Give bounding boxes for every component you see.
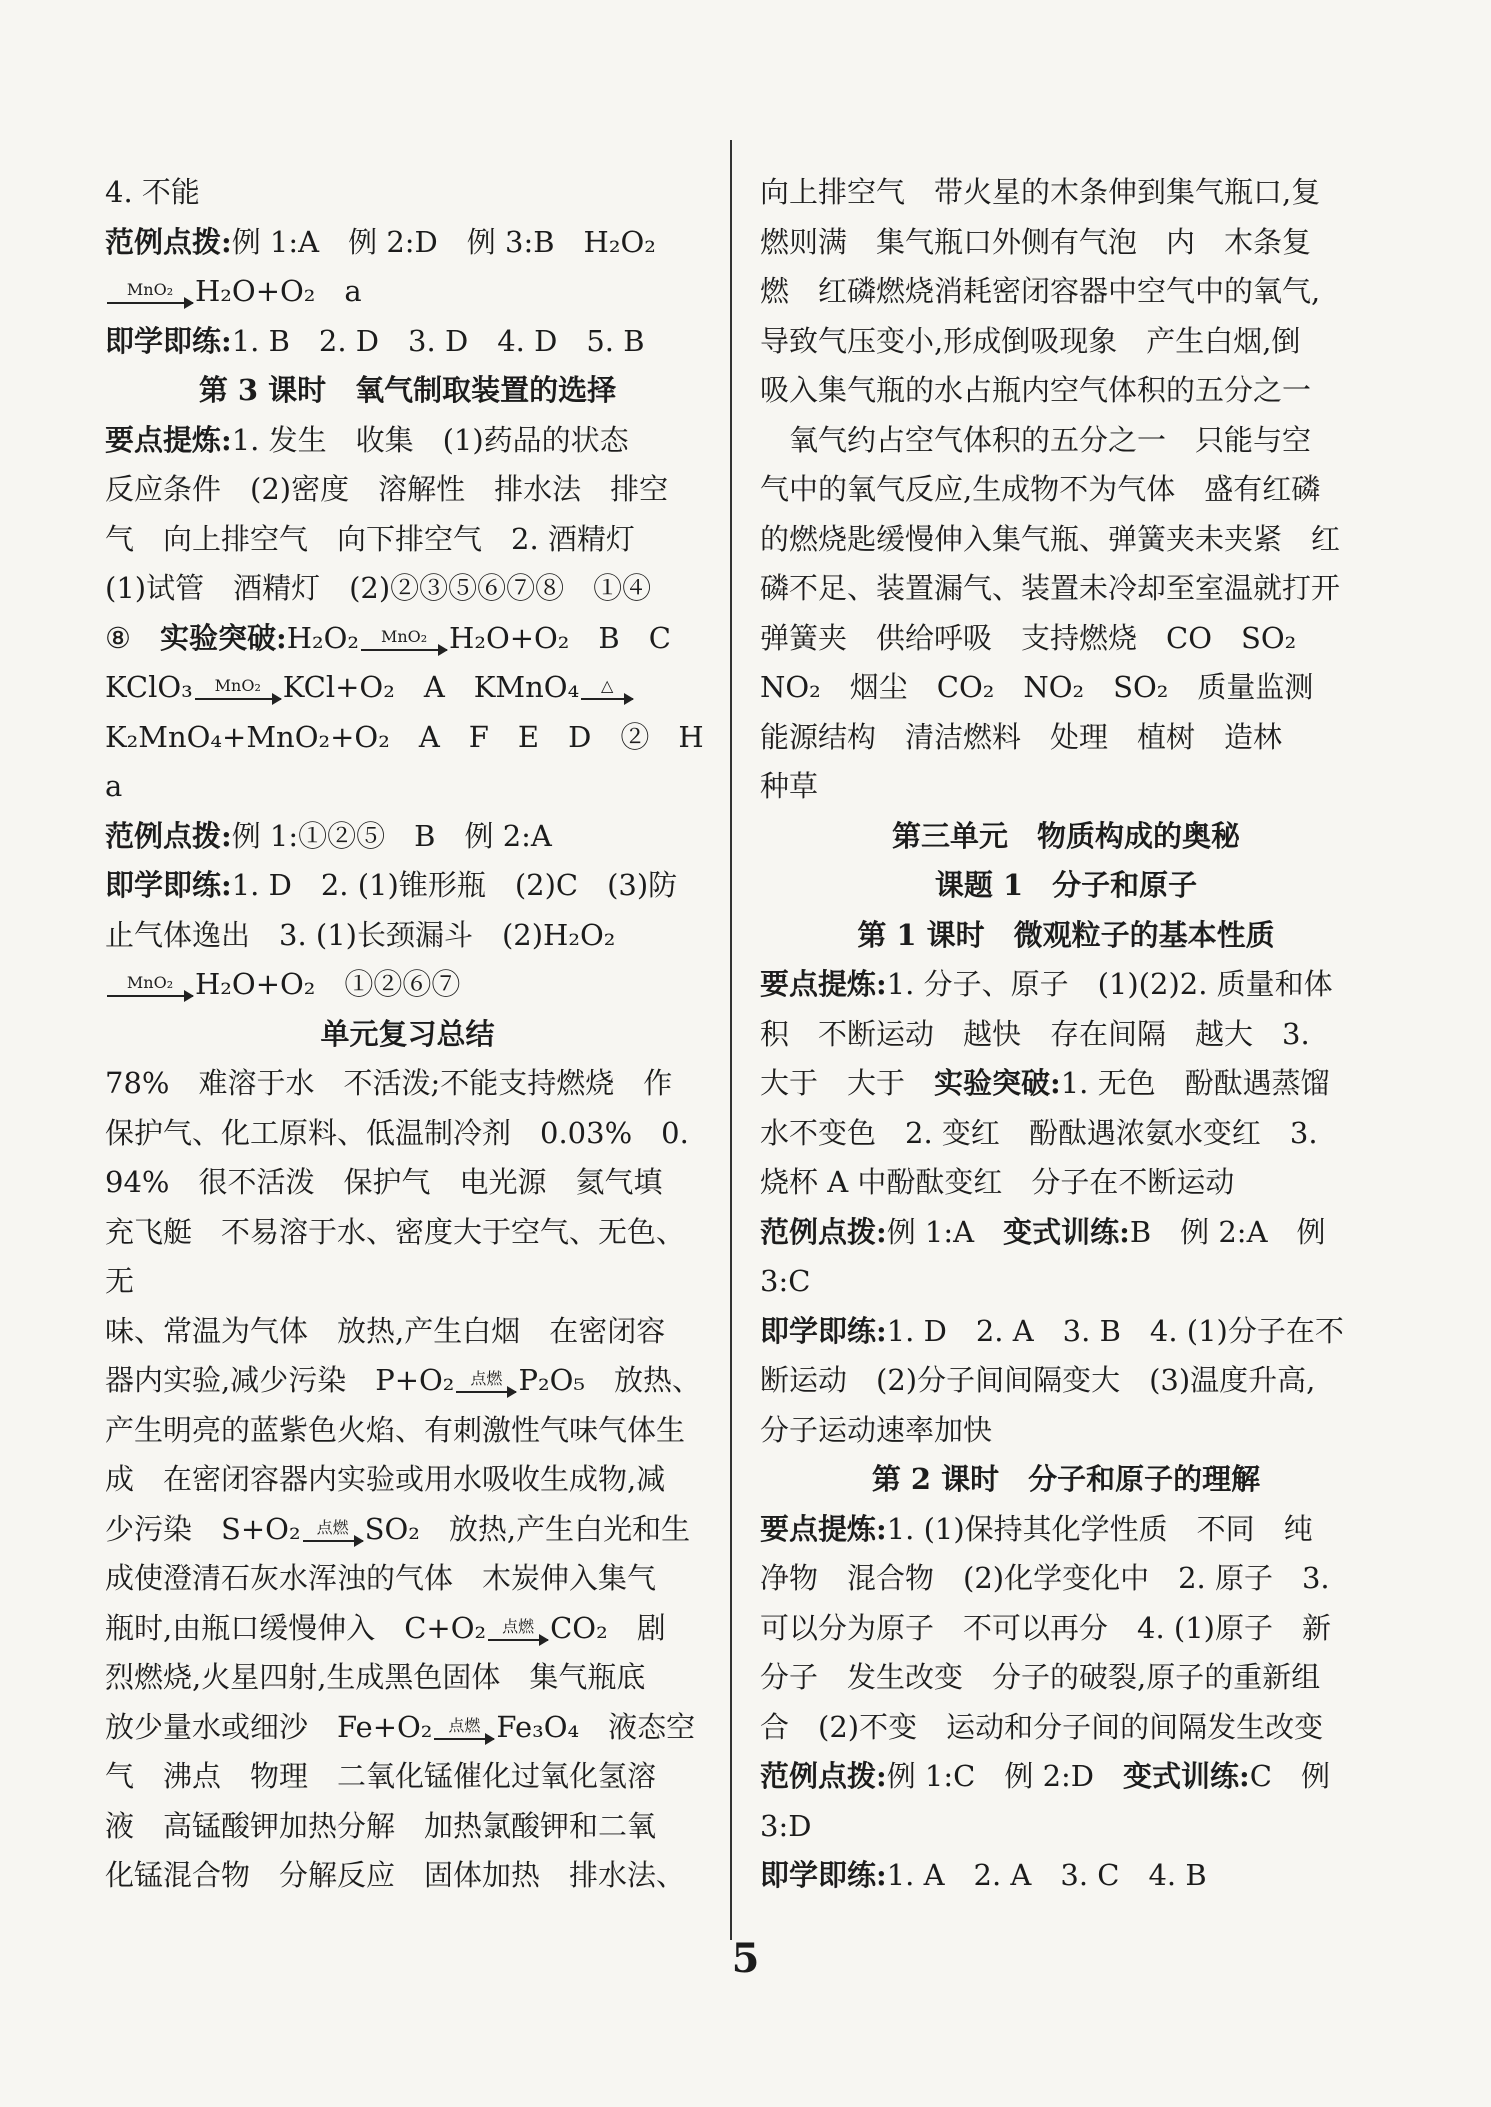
- text-span: 1. 分子、原子 (1)(2)2. 质量和体: [886, 967, 1333, 1001]
- section-label: 要点提炼:: [105, 422, 232, 457]
- text-span: 例 1:A: [886, 1214, 1004, 1249]
- text-line: 94% 很不活泼 保护气 电光源 氦气填: [105, 1165, 663, 1199]
- text-line: 产生明亮的蓝紫色火焰、有刺激性气味气体生: [105, 1412, 686, 1447]
- reaction-arrow: [361, 626, 447, 651]
- equation-line: [105, 1505, 710, 1555]
- text-line: 净物 混合物 (2)化学变化中 2. 原子 3.: [760, 1561, 1330, 1595]
- reaction-condition: 点燃: [470, 1369, 503, 1388]
- text-line: 烈燃烧,火星四射,生成黑色固体 集气瓶底: [105, 1660, 646, 1694]
- text-line: 3:D: [760, 1808, 812, 1843]
- text-span: SO₂ 放热,产生白光和生: [364, 1511, 691, 1546]
- text-span: 1. 发生 收集 (1)药品的状态: [231, 422, 629, 457]
- text-line: 导致气压变小,形成倒吸现象 产生白烟,倒: [760, 323, 1301, 358]
- equation-line: [105, 960, 710, 1010]
- section-label: 即学即练:: [760, 1858, 887, 1892]
- text-line: 氧气约占空气体积的五分之一 只能与空: [760, 422, 1312, 457]
- text-line: [105, 861, 710, 911]
- text-span: 例 1:A 例 2:D 例 3:B H₂O₂: [231, 224, 656, 259]
- reaction-arrow: [581, 678, 633, 700]
- text-line: 向上排空气 带火星的木条伸到集气瓶口,复: [760, 175, 1321, 209]
- text-line: 止气体逸出 3. (1)长颈漏斗 (2)H₂O₂: [105, 917, 616, 952]
- section-label: 要点提炼:: [760, 1511, 887, 1546]
- text-span: 1. D 2. (1)锥形瓶 (2)C (3)防: [231, 868, 678, 902]
- text-line: 充飞艇 不易溶于水、密度大于空气、无色、无: [105, 1214, 686, 1298]
- left-column: [105, 168, 710, 1901]
- lesson-heading: 第 1 课时 微观粒子的基本性质: [857, 917, 1275, 952]
- right-column: [760, 168, 1372, 1901]
- topic-heading: 课题 1 分子和原子: [934, 868, 1198, 902]
- text-span: Fe₃O₄ 液态空: [496, 1709, 696, 1744]
- text-line: 的燃烧匙缓慢伸入集气瓶、弹簧夹未夹紧 红: [760, 521, 1341, 556]
- text-span: ⑧: [105, 620, 160, 655]
- reaction-condition: 点燃: [448, 1715, 481, 1735]
- reaction-arrow: [107, 975, 193, 997]
- text-span: H₂O+O₂ B C: [449, 620, 671, 655]
- text-line: [105, 416, 710, 466]
- reaction-condition: MnO₂: [380, 626, 428, 646]
- text-line: 弹簧夹 供给呼吸 支持燃烧 CO SO₂: [760, 620, 1297, 655]
- reaction-arrow: [195, 678, 281, 700]
- text-line: 成使澄清石灰水浑浊的气体 木炭伸入集气: [105, 1561, 657, 1595]
- reaction-arrow: [303, 1517, 363, 1542]
- section-heading: 第 3 课时 氧气制取装置的选择: [198, 373, 617, 407]
- text-span: C 例: [1249, 1759, 1330, 1793]
- text-line: 水不变色 2. 变红 酚酞遇浓氨水变红 3.: [760, 1115, 1318, 1150]
- column-divider: [730, 140, 732, 1940]
- text-line: 成 在密闭容器内实验或用水吸收生成物,减: [105, 1462, 666, 1496]
- equation-line: [105, 267, 710, 317]
- text-line: 味、常温为气体 放热,产生白烟 在密闭容: [105, 1313, 666, 1348]
- reaction-condition: 点燃: [316, 1517, 349, 1537]
- section-label: 实验突破:: [160, 620, 287, 655]
- text-span: 1. B 2. D 3. D 4. D 5. B: [231, 323, 645, 358]
- text-line: [105, 218, 710, 268]
- text-line: 4. 不能: [105, 175, 200, 209]
- text-span: H₂O+O₂ ①②⑥⑦: [195, 967, 461, 1001]
- equation-line: [105, 614, 710, 664]
- text-span: 例 1:①②⑤ B 例 2:A: [231, 818, 552, 853]
- text-span: 1. A 2. A 3. C 4. B: [886, 1858, 1207, 1892]
- text-line: 气 沸点 物理 二氧化锰催化过氧化氢溶: [105, 1759, 657, 1793]
- text-line: [760, 1208, 1372, 1258]
- text-line: [760, 960, 1372, 1010]
- equation-line: [105, 1356, 710, 1406]
- text-line: 78% 难溶于水 不活泼;不能支持燃烧 作: [105, 1066, 673, 1100]
- text-line: 液 高锰酸钾加热分解 加热氯酸钾和二氧: [105, 1808, 657, 1843]
- text-line: 保护气、化工原料、低温制冷剂 0.03% 0.: [105, 1115, 689, 1150]
- text-line: 能源结构 清洁燃料 处理 植树 造林: [760, 719, 1283, 754]
- reaction-arrow: [107, 282, 193, 304]
- section-label: 即学即练:: [760, 1313, 887, 1348]
- section-label: 即学即练:: [105, 323, 232, 358]
- reaction-condition: MnO₂: [126, 973, 174, 992]
- section-label: 变式训练:: [1123, 1759, 1250, 1793]
- text-line: 磷不足、装置漏气、装置未冷却至室温就打开: [760, 571, 1341, 605]
- text-span: CO₂ 剧: [550, 1610, 666, 1645]
- text-line: K₂MnO₄+MnO₂+O₂ A F E D ② H: [105, 719, 704, 754]
- text-line: 3:C: [760, 1264, 811, 1298]
- section-label: 范例点拨:: [760, 1759, 887, 1793]
- text-span: KClO₃: [105, 670, 193, 704]
- text-line: [760, 1307, 1372, 1357]
- equation-line: [105, 1604, 710, 1654]
- text-line: 可以分为原子 不可以再分 4. (1)原子 新: [760, 1610, 1331, 1645]
- text-span: 少污染 S+O₂: [105, 1511, 301, 1546]
- text-line: 烧杯 A 中酚酞变红 分子在不断运动: [760, 1165, 1235, 1199]
- text-span: B 例 2:A 例: [1129, 1214, 1326, 1249]
- text-line: [760, 1752, 1372, 1802]
- reaction-condition: MnO₂: [126, 280, 174, 299]
- text-line: 分子 发生改变 分子的破裂,原子的重新组: [760, 1660, 1321, 1694]
- section-label: 范例点拨:: [105, 224, 232, 259]
- text-span: 放少量水或细沙 Fe+O₂: [105, 1709, 433, 1744]
- text-span: 器内实验,减少污染 P+O₂: [105, 1363, 455, 1397]
- text-line: 分子运动速率加快: [760, 1412, 993, 1447]
- text-span: 1. 无色 酚酞遇蒸馏: [1060, 1066, 1330, 1100]
- text-line: 气 向上排空气 向下排空气 2. 酒精灯: [105, 521, 635, 556]
- equation-line: [105, 1703, 710, 1753]
- text-line: [105, 317, 710, 367]
- text-line: 反应条件 (2)密度 溶解性 排水法 排空: [105, 472, 669, 506]
- text-line: 合 (2)不变 运动和分子间的间隔发生改变: [760, 1709, 1324, 1744]
- text-span: 大于 大于: [760, 1066, 935, 1100]
- reaction-arrow: [456, 1371, 516, 1393]
- text-line: 种草: [760, 769, 819, 803]
- text-line: [760, 1505, 1372, 1555]
- reaction-condition: 点燃: [502, 1616, 535, 1636]
- section-label: 实验突破:: [934, 1066, 1061, 1100]
- text-line: 吸入集气瓶的水占瓶内空气体积的五分之一: [760, 373, 1312, 407]
- text-line: 燃则满 集气瓶口外侧有气泡 内 木条复: [760, 224, 1312, 259]
- reaction-condition: △: [601, 676, 614, 695]
- text-span: 1. D 2. A 3. B 4. (1)分子在不: [886, 1313, 1344, 1348]
- text-span: H₂O₂: [286, 620, 360, 655]
- unit-heading: 第三单元 物质构成的奥秘: [891, 818, 1240, 853]
- reaction-condition: MnO₂: [214, 676, 261, 695]
- text-line: a: [105, 769, 123, 803]
- page-number: 5: [731, 1935, 760, 1982]
- text-line: [760, 1851, 1372, 1901]
- text-span: P₂O₅ 放热、: [518, 1363, 701, 1397]
- text-span: H₂O+O₂ a: [195, 274, 362, 308]
- text-span: KCl+O₂ A KMnO₄: [282, 670, 580, 704]
- text-line: 积 不断运动 越快 存在间隔 越大 3.: [760, 1016, 1310, 1051]
- text-line: 断运动 (2)分子间间隔变大 (3)温度升高,: [760, 1363, 1316, 1397]
- text-span: 例 1:C 例 2:D: [886, 1759, 1124, 1793]
- lesson-heading: 第 2 课时 分子和原子的理解: [871, 1462, 1261, 1496]
- equation-line: [105, 663, 710, 713]
- section-label: 要点提炼:: [760, 967, 887, 1001]
- text-span: 1. (1)保持其化学性质 不同 纯: [886, 1511, 1313, 1546]
- text-span: 瓶时,由瓶口缓慢伸入 C+O₂: [105, 1610, 487, 1645]
- reaction-arrow: [488, 1616, 548, 1641]
- text-line: NO₂ 烟尘 CO₂ NO₂ SO₂ 质量监测: [760, 670, 1314, 704]
- section-label: 变式训练:: [1003, 1214, 1130, 1249]
- text-line: 燃 红磷燃烧消耗密闭容器中空气中的氧气,: [760, 274, 1321, 308]
- section-label: 范例点拨:: [105, 818, 232, 853]
- section-label: 范例点拨:: [760, 1214, 887, 1249]
- text-line: 化锰混合物 分解反应 固体加热 排水法、: [105, 1858, 686, 1892]
- text-line: (1)试管 酒精灯 (2)②③⑤⑥⑦⑧ ①④: [105, 571, 652, 605]
- text-line: [760, 1059, 1372, 1109]
- section-heading: 单元复习总结: [320, 1016, 495, 1051]
- text-line: 气中的氧气反应,生成物不为气体 盛有红磷: [760, 472, 1321, 506]
- section-label: 即学即练:: [105, 868, 232, 902]
- text-line: [105, 812, 710, 862]
- reaction-arrow: [434, 1715, 494, 1740]
